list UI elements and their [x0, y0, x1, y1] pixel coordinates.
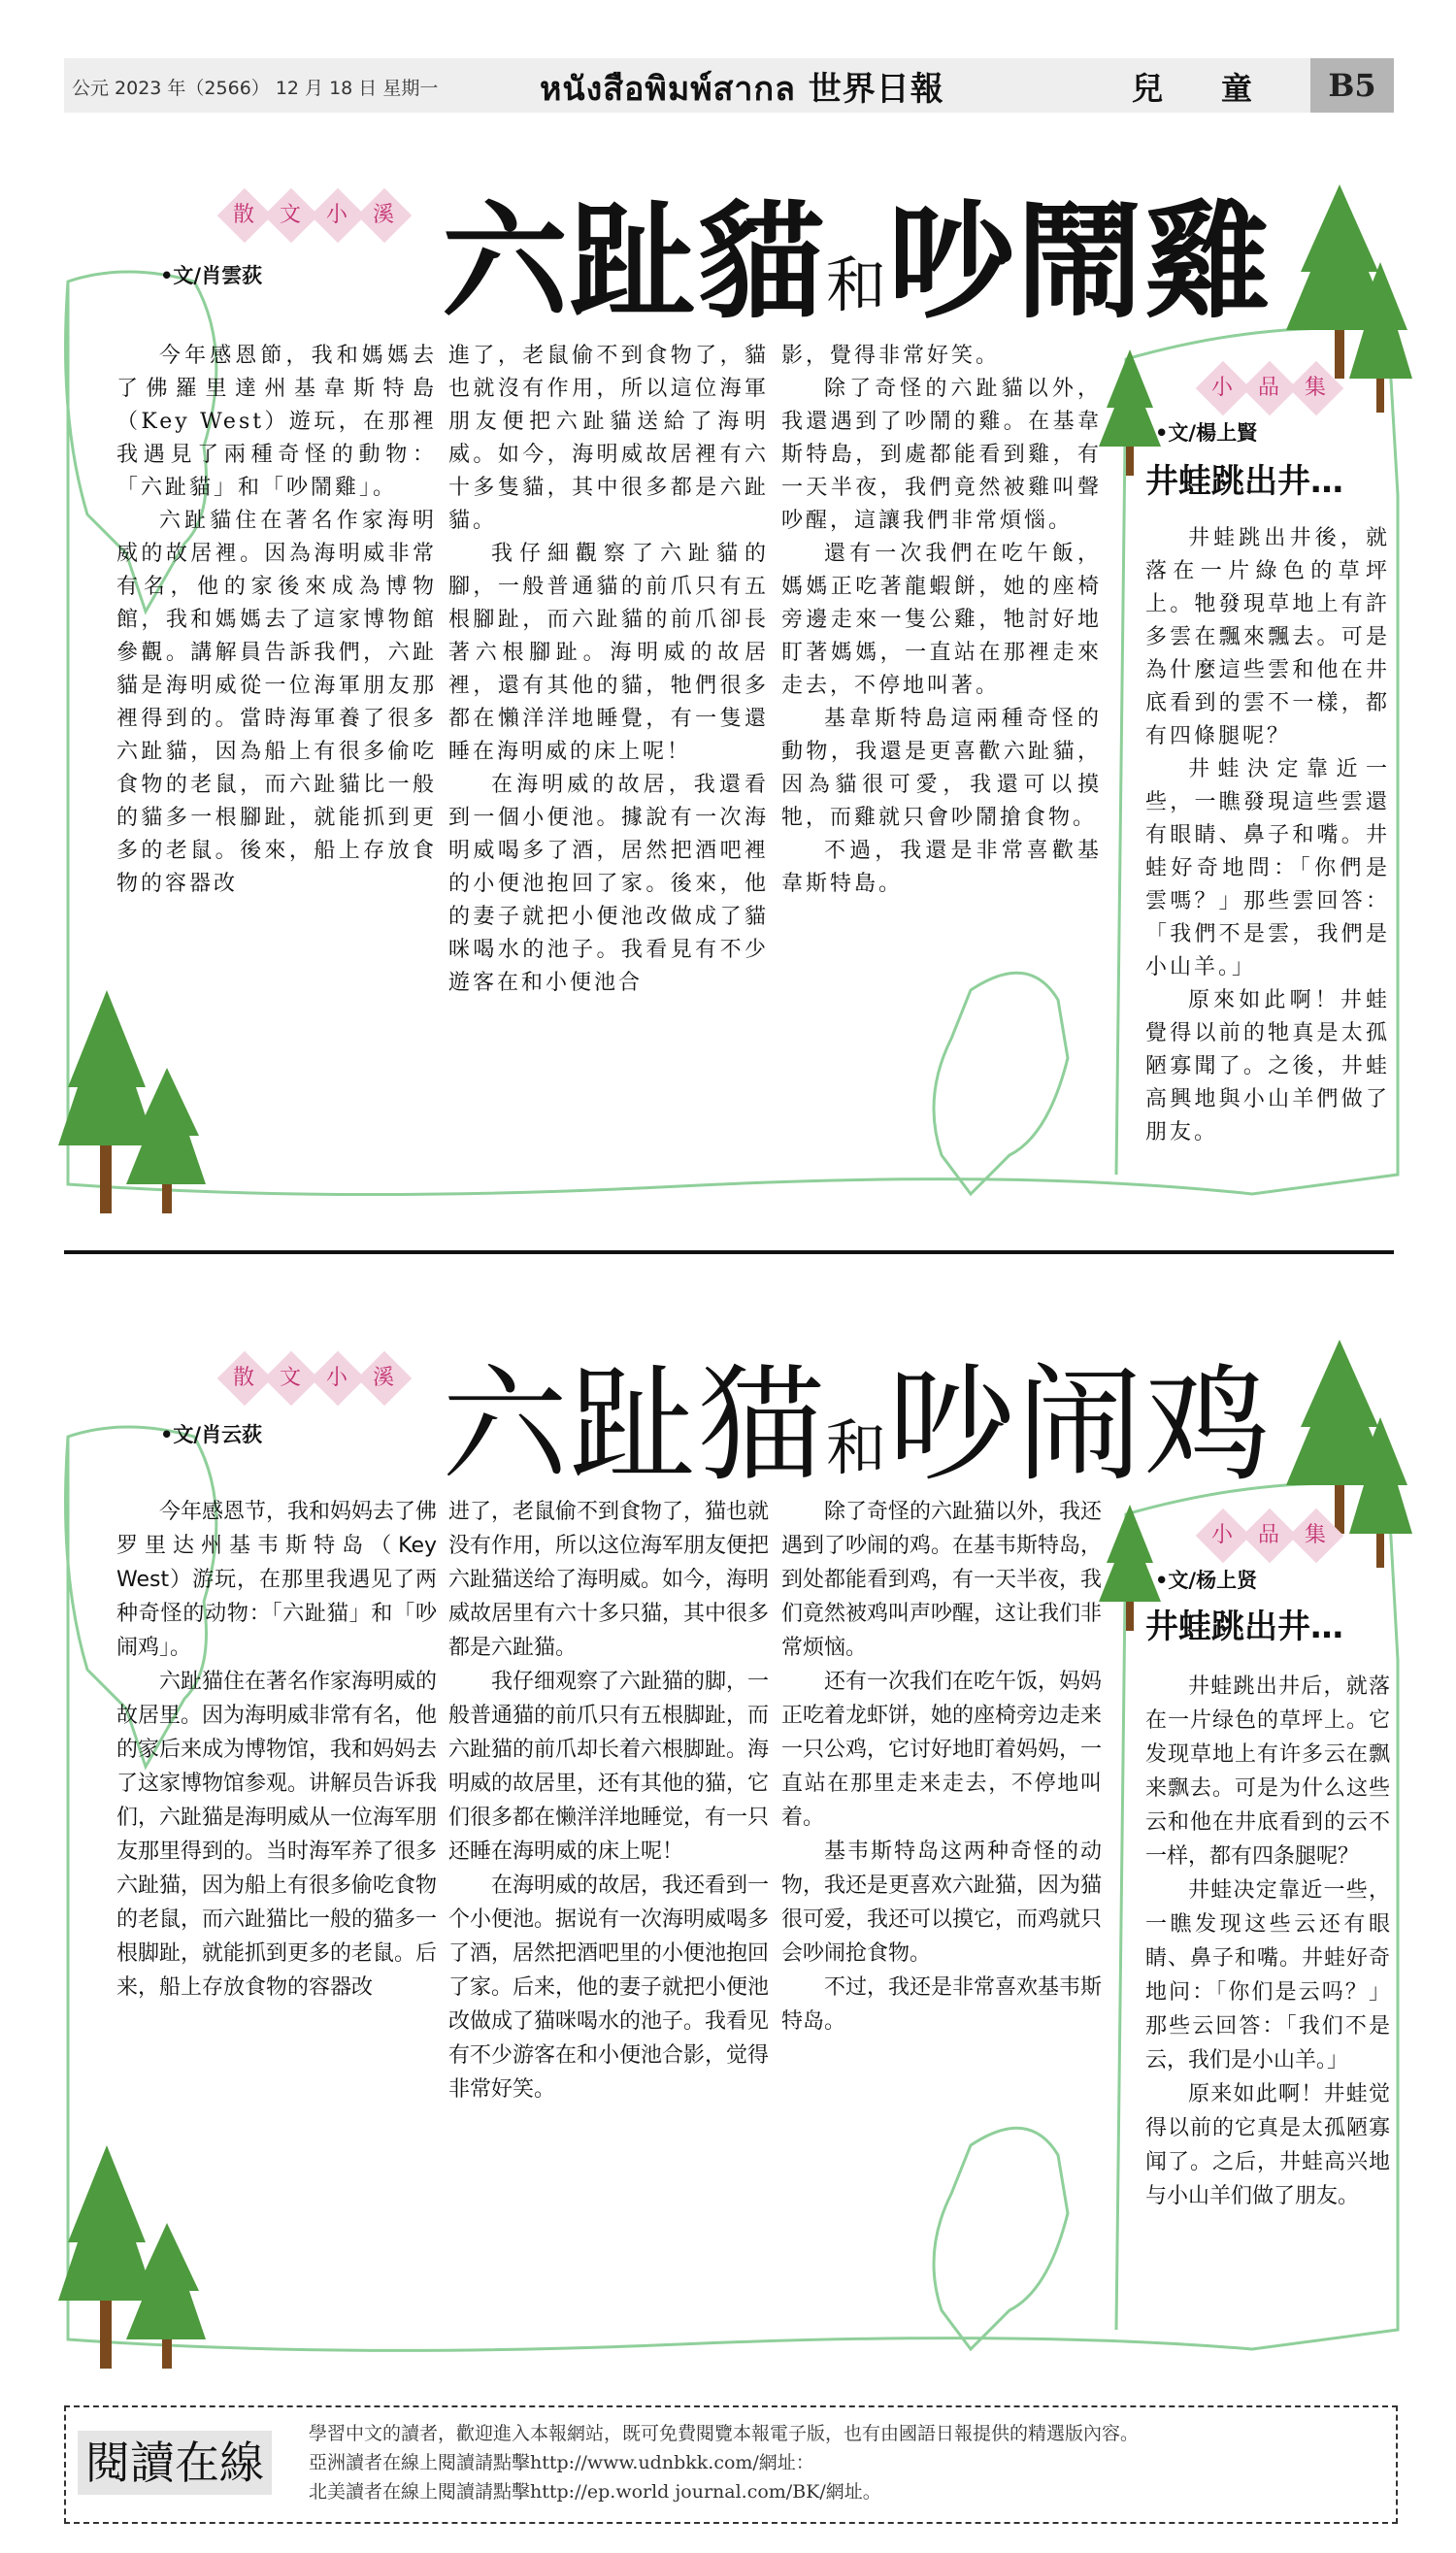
hen-outline-right	[934, 2128, 1068, 2349]
sidebar-title: 井蛙跳出井…	[1145, 1608, 1343, 1646]
column-tag: 散 文 小 溪	[225, 1359, 412, 1398]
article-column-2: 進了，老鼠偷不到食物了，貓也就沒有作用，所以這位海軍朋友便把六趾貓送給了海明威。如今，海明威故居裡有六十多隻貓，其中很多都是六趾貓。 我仔細觀察了六趾貓的腳，一般普通貓的前爪只有五根腳趾，而六趾貓的前爪卻長著六根腳趾。海明威的故居裡，還有其他的貓，牠們很多都在懶洋洋地睡覺，有一隻還睡在海明威的床上呢！ 在海明威的故居，我還看到一個小便池。據說有一次海明威喝多了酒，居然把酒吧裡的小便池抱回了家。後來，他的妻子就把小便池改做成了貓咪喝水的池子。我看見有不少遊客在和小便池合	[448, 344, 769, 995]
column-tag: 散 文 小 溪	[225, 196, 412, 235]
online-reading-text: 學習中文的讀者，歡迎進入本報網站，既可免費閱覽本報電子版，也有由國語日報提供的精選版內容。 亞洲讀者在線上閱讀請點擊http://www.udnbkk.com/網址： 北美讀者在線上閱讀請點擊http://ep.world journal.com/BK/網址。	[309, 2419, 1139, 2506]
online-reading-title: 閱讀在線	[78, 2431, 272, 2495]
hen-outline-right	[934, 973, 1068, 1194]
article-traditional	[0, 126, 1456, 1228]
article-byline: •文/肖云荻	[160, 1423, 263, 1446]
sidebar-body: 井蛙跳出井后，就落在一片绿色的草坪上。它发现草地上有许多云在飘来飘去。可是为什么这些云和他在井底看到的云不一样，都有四条腿呢？ 井蛙决定靠近一些，一瞧发现这些云还有眼睛、鼻子和嘴。井蛙好奇地问：「你们是云吗？」那些云回答：「我们不是云，我们是小山羊。」 原来如此啊！井蛙觉得以前的它真是太孤陋寡闻了。之后，井蛙高兴地与小山羊们做了朋友。	[1145, 1674, 1390, 2208]
issue-date: 公元 2023 年（2566） 12 月 18 日 星期一	[72, 78, 439, 99]
article-column-1: 今年感恩节，我和妈妈去了佛罗里达州基韦斯特岛（Key West）游玩，在那里我遇见了两种奇怪的动物：「六趾猫」和「吵闹鸡」。 六趾猫住在著名作家海明威的故居里。因为海明威非常有名，他的家后来成为博物馆，我和妈妈去了这家博物馆参观。讲解员告诉我们，六趾猫是海明威从一位海军朋友那里得到的。当时海军养了很多六趾猫，因为船上有很多偷吃食物的老鼠，而六趾猫比一般的猫多一根脚趾，就能抓到更多的老鼠。后来，船上存放食物的容器改	[116, 1500, 438, 2000]
sidebar-body: 井蛙跳出井後，就落在一片綠色的草坪上。牠發現草地上有許多雲在飄來飄去。可是為什麼這些雲和他在井底看到的雲不一樣，都有四條腿呢？ 井蛙決定靠近一些，一瞧發現這些雲還有眼睛、鼻子和嘴。井蛙好奇地問：「你們是雲嗎？」那些雲回答：「我們不是雲，我們是小山羊。」 原來如此啊！井蛙覺得以前的牠真是太孤陋寡聞了。之後，井蛙高興地與小山羊們做了朋友。	[1145, 526, 1390, 1144]
sidebar-tag: 小 品 集	[1204, 1516, 1343, 1555]
sidebar-byline: •文/杨上贤	[1155, 1569, 1258, 1592]
article-title: 六趾貓和吵鬧雞	[442, 188, 1274, 336]
article-column-1: 今年感恩節，我和媽媽去了佛羅里達州基韋斯特島（Key West）遊玩，在那裡我遇見了兩種奇怪的動物：「六趾貓」和「吵鬧雞」。 六趾貓住在著名作家海明威的故居裡。因為海明威非常有名，他的家後來成為博物館，我和媽媽去了這家博物館參觀。講解員告訴我們，六趾貓是海明威從一位海軍朋友那裡得到的。當時海軍養了很多六趾貓，因為船上有很多偷吃食物的老鼠，而六趾貓比一般的貓多一根腳趾，就能抓到更多的老鼠。後來，船上存放食物的容器改	[116, 344, 437, 896]
page-number: B5	[1310, 58, 1394, 113]
article-byline: •文/肖雲荻	[160, 264, 263, 287]
article-simplified	[0, 1291, 1456, 2388]
online-reading-box	[64, 2405, 1398, 2524]
north-america-link[interactable]: 北美讀者在線上閱讀請點擊http://ep.world journal.com/BK/網址。	[309, 2481, 881, 2503]
sidebar-tag: 小 品 集	[1204, 369, 1343, 408]
section-name: 兒童	[1132, 70, 1311, 107]
article-column-3: 除了奇怪的六趾猫以外，我还遇到了吵闹的鸡。在基韦斯特岛，到处都能看到鸡，有一天半夜，我们竟然被鸡叫声吵醒，这让我们非常烦恼。 还有一次我们在吃午饭，妈妈正吃着龙虾饼，她的座椅旁边走来一只公鸡，它讨好地盯着妈妈，一直站在那里走来走去，不停地叫着。 基韦斯特岛这两种奇怪的动物，我还是更喜欢六趾猫，因为猫很可爱，我还可以摸它，而鸡就只会吵闹抢食物。 不过，我还是非常喜欢基韦斯特岛。	[781, 1500, 1103, 2034]
newspaper-name: หนังสือพิมพ์สากล 世界日報	[540, 70, 944, 109]
article-title: 六趾猫和吵闹鸡	[442, 1351, 1274, 1499]
page-header	[64, 58, 1394, 113]
sidebar-byline: •文/楊上賢	[1155, 421, 1258, 445]
section-divider	[64, 1250, 1394, 1254]
article-column-2: 进了，老鼠偷不到食物了，猫也就没有作用，所以这位海军朋友便把六趾猫送给了海明威。如今，海明威故居里有六十多只猫，其中很多都是六趾猫。 我仔细观察了六趾猫的脚，一般普通猫的前爪只有五根脚趾，而六趾猫的前爪却长着六根脚趾。海明威的故居里，还有其他的猫，它们很多都在懒洋洋地睡觉，有一只还睡在海明威的床上呢！ 在海明威的故居，我还看到一个小便池。据说有一次海明威喝多了酒，居然把酒吧里的小便池抱回了家。后来，他的妻子就把小便池改做成了猫咪喝水的池子。我看见有不少游客在和小便池合影，觉得非常好笑。	[448, 1500, 770, 2102]
sidebar-title: 井蛙跳出井…	[1145, 462, 1343, 501]
article-column-3: 影，覺得非常好笑。 除了奇怪的六趾貓以外，我還遇到了吵鬧的雞。在基韋斯特島，到處都能看到雞，有一天半夜，我們竟然被雞叫聲吵醒，這讓我們非常煩惱。 還有一次我們在吃午飯，媽媽正吃著龍蝦餅，她的座椅旁邊走來一隻公雞，牠討好地盯著媽媽，一直站在那裡走來走去，不停地叫著。 基韋斯特島這兩種奇怪的動物，我還是更喜歡六趾貓，因為貓很可愛，我還可以摸牠，而雞就只會吵鬧搶食物。 不過，我還是非常喜歡基韋斯特島。	[781, 344, 1102, 896]
asia-link[interactable]: 亞洲讀者在線上閱讀請點擊http://www.udnbkk.com/網址：	[309, 2452, 814, 2473]
